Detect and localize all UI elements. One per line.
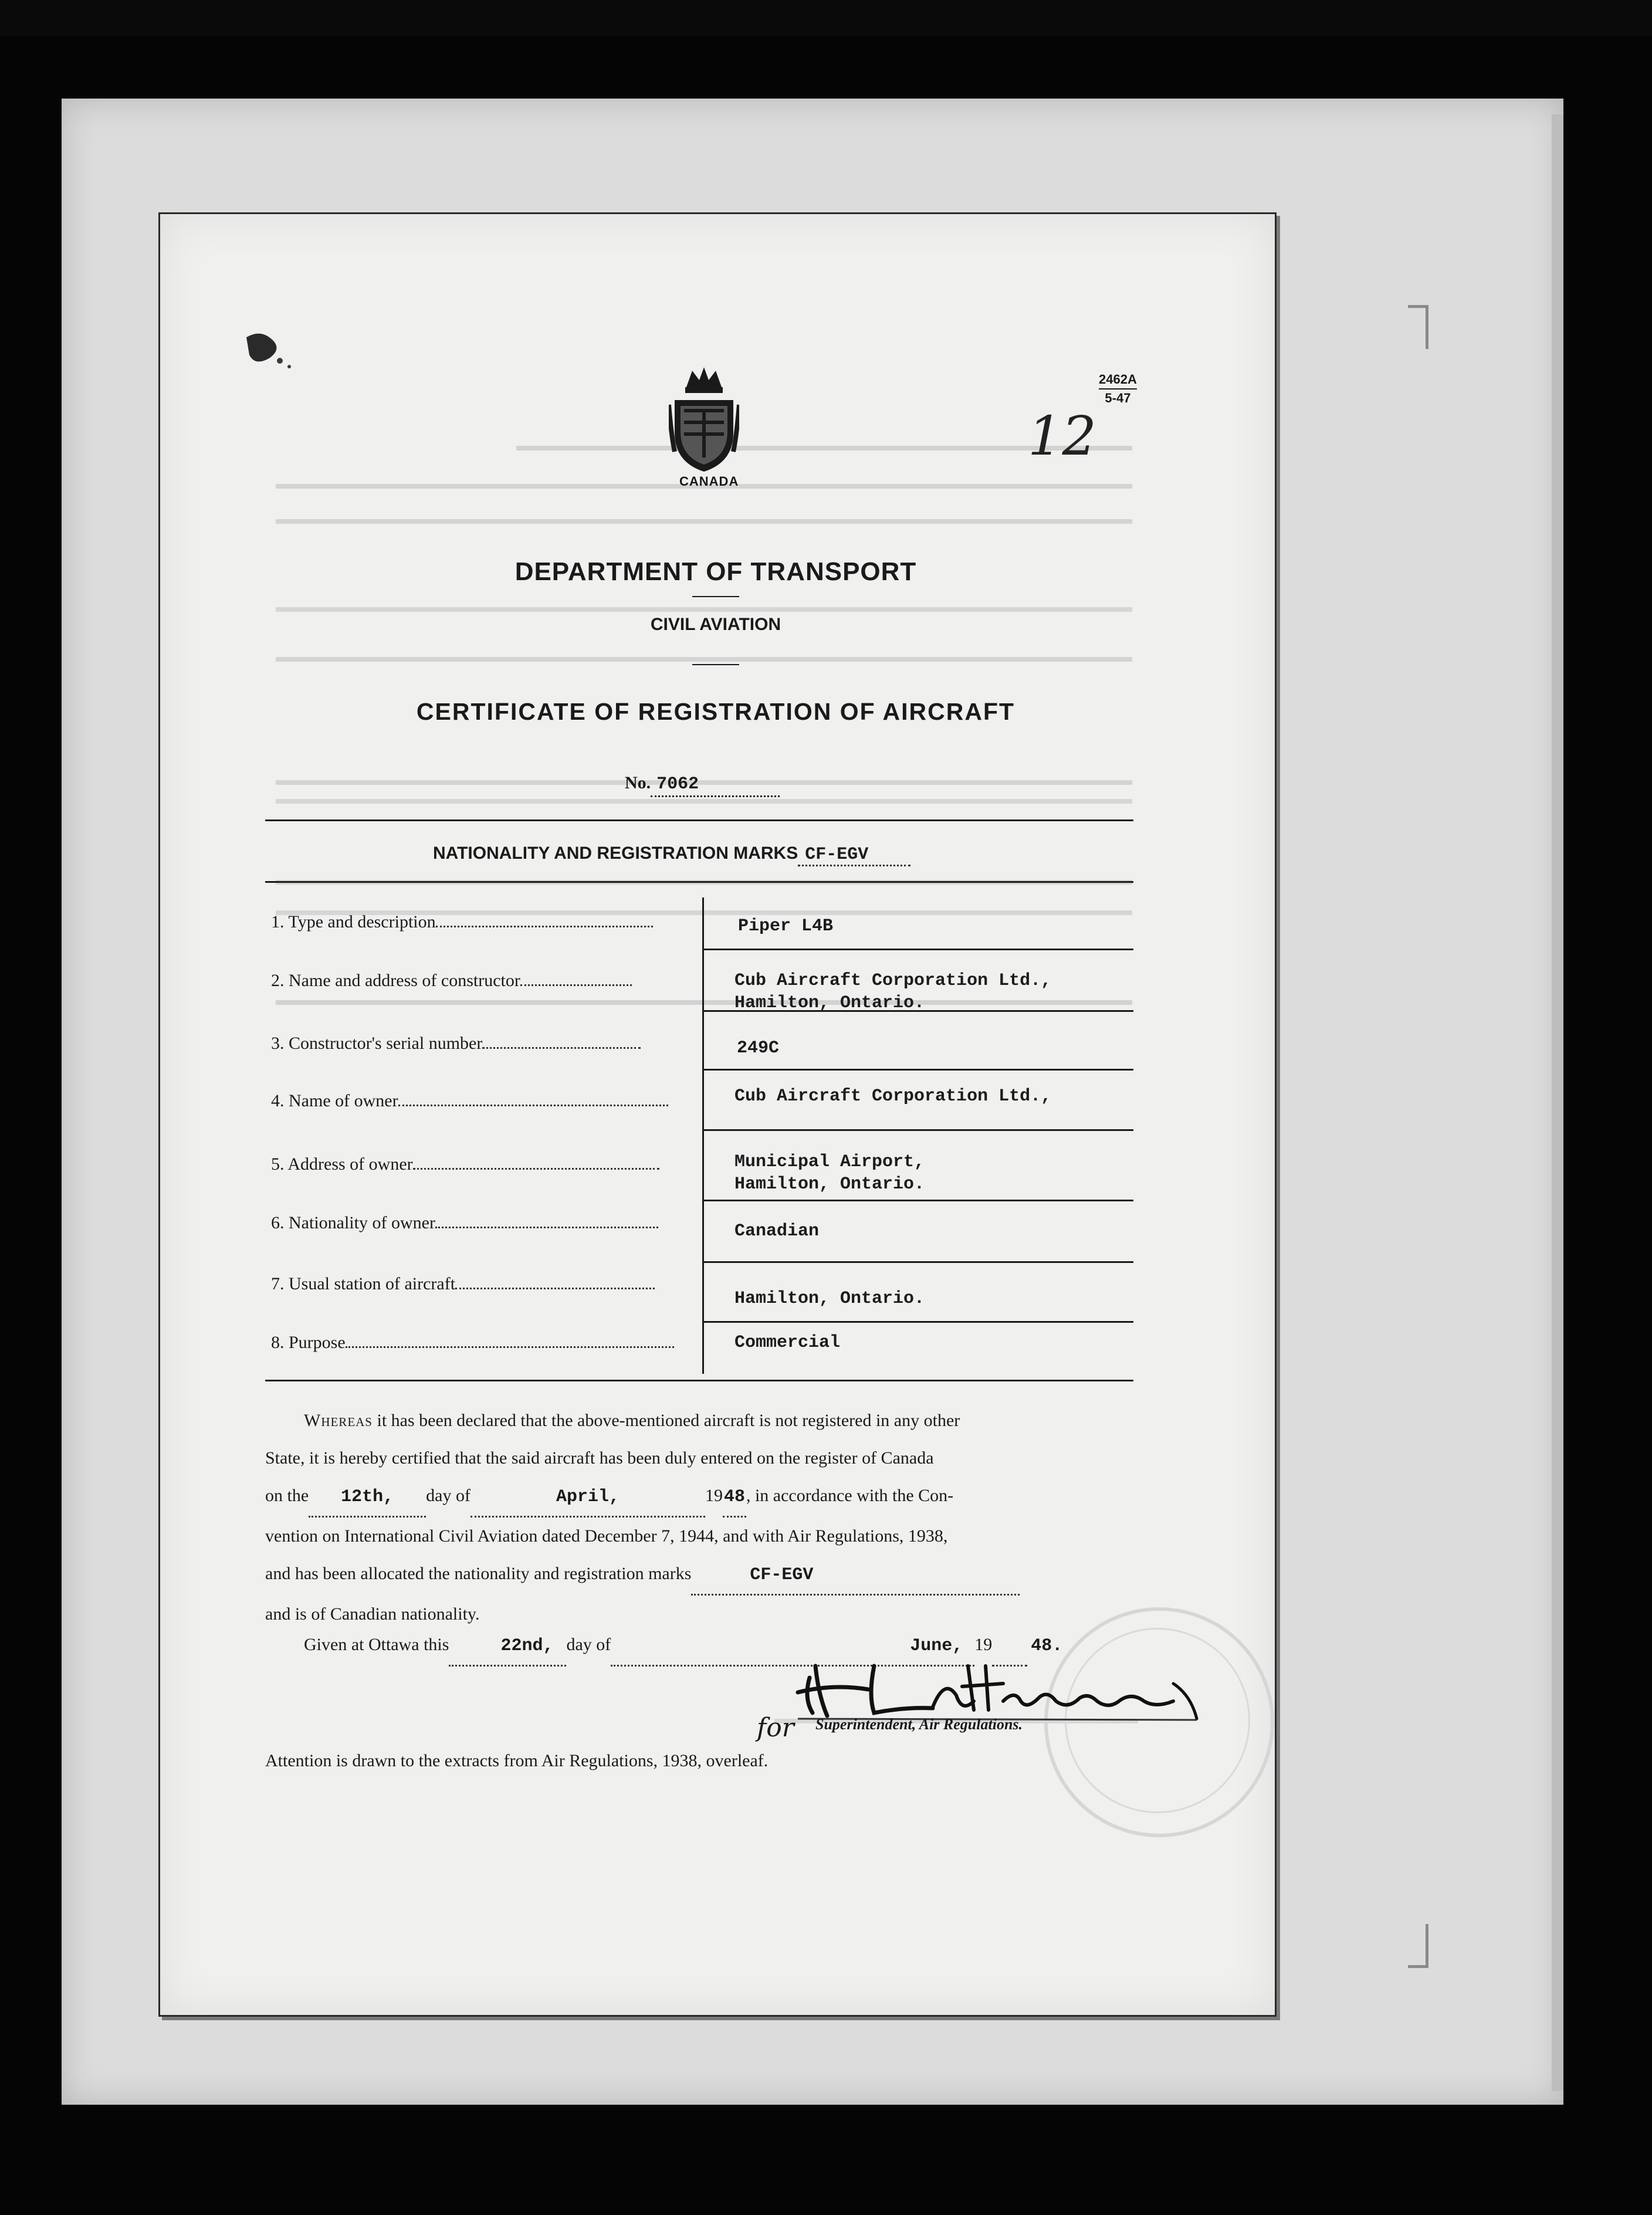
field-8-label bbox=[271, 1333, 674, 1353]
field-5-label bbox=[271, 1154, 659, 1174]
field-2-value: Cub Aircraft Corporation Ltd., Hamilton, Ontario. bbox=[734, 971, 1052, 1013]
leader-dots bbox=[346, 1346, 674, 1348]
registration-number bbox=[625, 773, 699, 794]
field-8-value: Commercial bbox=[734, 1333, 841, 1353]
certification-line-4: vention on International Civil Aviation dated December 7, 1944, and with Air Regulations, 1938, bbox=[265, 1526, 948, 1546]
table-column-divider bbox=[702, 897, 704, 1374]
attention-note: Attention is drawn to the extracts from Air Regulations, 1938, overleaf. bbox=[265, 1751, 769, 1770]
nationality-marks-label: NATIONALITY AND REGISTRATION MARKS bbox=[433, 844, 798, 863]
registration-day-value: 12th, bbox=[309, 1478, 426, 1518]
leader-dots bbox=[413, 1168, 659, 1170]
field-label-text: 3. Constructor's serial number bbox=[271, 1034, 483, 1053]
day-of-text: day of bbox=[426, 1486, 470, 1505]
field-6-value: Canadian bbox=[734, 1221, 820, 1241]
table-top-rule bbox=[265, 819, 1133, 821]
certificate-title: CERTIFICATE OF REGISTRATION OF AIRCRAFT bbox=[416, 698, 1015, 725]
certification-line-5-text: and has been allocated the nationality and registration marks bbox=[265, 1564, 692, 1583]
certification-paragraph bbox=[265, 1402, 1133, 1633]
certification-line-1 bbox=[265, 1402, 1133, 1440]
field-label-text: 8. Purpose bbox=[271, 1333, 346, 1352]
registration-number-value: 7062 bbox=[651, 773, 780, 797]
field-6-label bbox=[271, 1213, 658, 1233]
field-3-value: 249C bbox=[737, 1038, 780, 1058]
corner-mark-bottom bbox=[1408, 1924, 1428, 1968]
registration-year-value: 48 bbox=[723, 1478, 746, 1518]
row-rule bbox=[704, 1261, 1133, 1263]
given-prefix: Given at Ottawa this bbox=[304, 1635, 449, 1654]
field-5-value: Municipal Airport, Hamilton, Ontario. bbox=[734, 1152, 925, 1194]
coat-of-arms-icon bbox=[669, 364, 739, 475]
leader-dots bbox=[436, 926, 653, 927]
certification-line-2: State, it is hereby certified that the said aircraft has been duly entered on the register of Canada bbox=[265, 1448, 934, 1468]
given-day-of: day of bbox=[566, 1635, 611, 1654]
given-day-value: 22nd, bbox=[449, 1627, 566, 1667]
field-label-text: 5. Address of owner bbox=[271, 1154, 413, 1174]
handwritten-page-number: 12 bbox=[1028, 405, 1097, 468]
certification-line-5 bbox=[265, 1555, 1133, 1596]
table-bottom-rule bbox=[265, 1380, 1133, 1381]
leader-dots bbox=[520, 984, 632, 986]
mounting-board-edge bbox=[1552, 114, 1563, 2091]
form-number-date: 5-47 bbox=[1099, 388, 1137, 407]
title-divider bbox=[692, 596, 739, 597]
field-7-value: Hamilton, Ontario. bbox=[734, 1289, 925, 1309]
given-month-value: June, bbox=[611, 1627, 974, 1667]
field-7-label bbox=[271, 1274, 655, 1294]
table-header-rule bbox=[265, 881, 1133, 883]
field-label-text: 7. Usual station of aircraft bbox=[271, 1274, 456, 1293]
signature-initial: for bbox=[757, 1713, 794, 1743]
field-label-text: 2. Name and address of constructor bbox=[271, 971, 520, 990]
on-the-text: on the bbox=[265, 1486, 309, 1505]
given-year-value: 48. bbox=[992, 1627, 1027, 1667]
allocated-marks-value: CF-EGV bbox=[691, 1556, 1020, 1596]
field-4-value: Cub Aircraft Corporation Ltd., bbox=[734, 1086, 1052, 1106]
whereas-word: Whereas bbox=[304, 1411, 373, 1430]
form-number-code: 2462A bbox=[1099, 372, 1137, 387]
leader-dots bbox=[398, 1105, 668, 1106]
row-rule bbox=[704, 1200, 1133, 1201]
registration-month-value: April, bbox=[470, 1478, 705, 1518]
row-rule bbox=[704, 1069, 1133, 1071]
corner-mark-top bbox=[1408, 305, 1428, 349]
year-prefix: 19 bbox=[705, 1486, 723, 1505]
leader-dots bbox=[482, 1047, 641, 1049]
row-rule bbox=[704, 1321, 1133, 1323]
branch-title: CIVIL AVIATION bbox=[650, 615, 781, 634]
country-label: CANADA bbox=[679, 474, 739, 489]
field-3-label bbox=[271, 1034, 641, 1054]
tear-mark bbox=[238, 326, 302, 378]
department-title: DEPARTMENT OF TRANSPORT bbox=[514, 557, 917, 586]
registration-number-label: No. bbox=[625, 773, 651, 792]
title-divider bbox=[692, 664, 739, 665]
leader-dots bbox=[435, 1227, 658, 1228]
signature-title: Superintendent, Air Regulations. bbox=[815, 1716, 1023, 1733]
field-4-label bbox=[271, 1091, 668, 1111]
field-1-value: Piper L4B bbox=[738, 916, 834, 936]
field-label-text: 4. Name of owner bbox=[271, 1091, 398, 1110]
given-year-prefix: 19 bbox=[974, 1635, 993, 1654]
certification-line-3 bbox=[265, 1477, 1133, 1518]
form-number bbox=[1099, 371, 1137, 407]
row-rule bbox=[704, 949, 1133, 950]
certification-line-3-tail: , in accordance with the Con- bbox=[746, 1486, 954, 1505]
field-label-text: 6. Nationality of owner bbox=[271, 1213, 435, 1232]
film-top-border bbox=[0, 0, 1652, 36]
field-2-label bbox=[271, 971, 632, 991]
field-label-text: 1. Type and description bbox=[271, 912, 436, 932]
certification-line-6: and is of Canadian nationality. bbox=[265, 1604, 480, 1624]
field-1-label bbox=[271, 912, 653, 932]
nationality-marks-row bbox=[433, 844, 910, 866]
row-rule bbox=[704, 1129, 1133, 1131]
nationality-marks-value: CF-EGV bbox=[798, 845, 910, 866]
leader-dots bbox=[455, 1288, 655, 1289]
certification-line-1-text: it has been declared that the above-mentioned aircraft is not registered in any other bbox=[377, 1411, 960, 1430]
